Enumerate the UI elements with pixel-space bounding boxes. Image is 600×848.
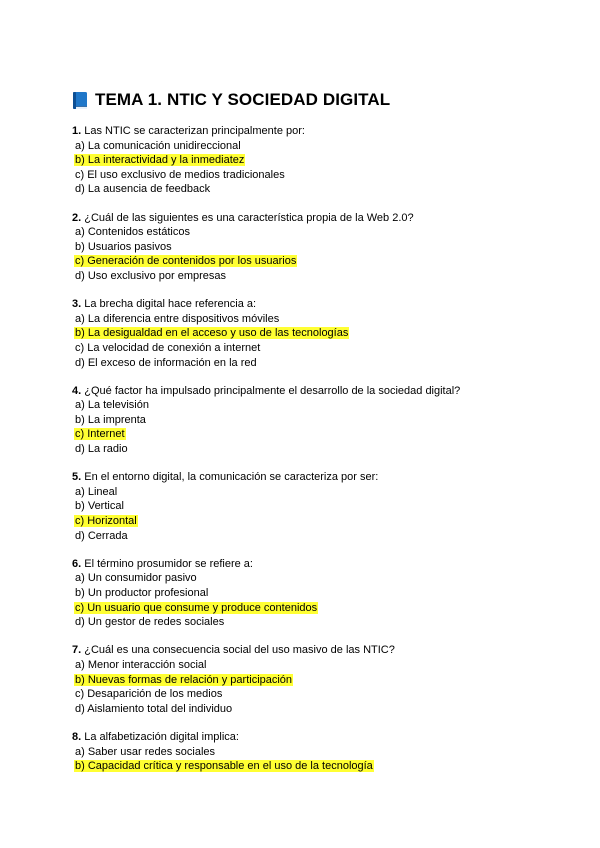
answer-option-text: c) Desaparición de los medios [75, 688, 223, 701]
question-number: 5. [72, 471, 82, 484]
answer-option-text: d) Un gestor de redes sociales [75, 616, 225, 629]
question-text: Las NTIC se caracterizan principalmente por: [84, 125, 305, 137]
answer-option-text: b) Un productor profesional [75, 587, 209, 599]
answer-option-text: a) Lineal [75, 485, 118, 498]
answer-option-correct [72, 601, 572, 616]
question-2 [72, 211, 572, 284]
question-number: 6. [72, 557, 82, 570]
answer-option-text: c) El uso exclusivo de medios tradicionales [75, 168, 285, 181]
answer-option-text: a) Contenidos estáticos [75, 226, 190, 239]
question-4 [72, 384, 572, 457]
question-8 [72, 730, 572, 774]
answer-option-text: b) La interactividad y la inmediatez [75, 154, 245, 167]
question-1 [72, 124, 572, 197]
answer-option [72, 398, 572, 413]
question-number: 2. [72, 211, 82, 224]
answer-option-correct [72, 254, 572, 269]
answer-option-text: d) Uso exclusivo por empresas [75, 269, 227, 282]
answer-option-text: c) Generación de contenidos por los usuarios [75, 255, 297, 268]
answer-option [72, 225, 572, 240]
answer-option [72, 615, 572, 630]
blue-book-icon [73, 92, 87, 109]
answer-option [72, 182, 572, 197]
question-5 [72, 470, 572, 543]
answer-option [72, 745, 572, 760]
answer-option [72, 687, 572, 702]
answer-option-text: a) Un consumidor pasivo [75, 572, 197, 585]
answer-option-text: a) Saber usar redes sociales [75, 745, 216, 758]
answer-option-text: c) Un usuario que consume y produce contenidos [75, 601, 318, 614]
question-3 [72, 297, 572, 370]
answer-option-text: d) La ausencia de feedback [75, 183, 211, 196]
question-text: ¿Cuál de las siguientes es una característica propia de la Web 2.0? [84, 211, 414, 224]
question-number: 8. [72, 730, 82, 743]
answer-option-text: a) Menor interacción social [75, 658, 207, 671]
answer-option [72, 571, 572, 586]
answer-option-text: b) Vertical [75, 500, 124, 513]
answer-option [72, 702, 572, 717]
answer-option [72, 442, 572, 457]
question-number: 4. [72, 384, 82, 397]
answer-option-text: b) Usuarios pasivos [75, 240, 172, 253]
question-number: 1. [72, 125, 82, 137]
question-text-line [72, 124, 572, 139]
answer-option-text: a) La comunicación unidireccional [75, 139, 241, 152]
answer-option-text: a) La diferencia entre dispositivos móviles [75, 312, 280, 325]
answer-option [72, 312, 572, 327]
question-text: En el entorno digital, la comunicación se caracteriza por ser: [84, 471, 379, 484]
question-text-line [72, 643, 572, 658]
question-number: 3. [72, 298, 82, 311]
question-text: La alfabetización digital implica: [84, 730, 239, 743]
answer-option-text: b) Nuevas formas de relación y participación [75, 673, 293, 686]
page-title [73, 90, 390, 110]
answer-option-text: b) Capacidad crítica y responsable en el uso de la tecnología [75, 760, 373, 773]
question-text-line [72, 384, 572, 399]
answer-option-text: b) La desigualdad en el acceso y uso de las tecnologías [75, 327, 349, 340]
answer-option-text: d) El exceso de información en la red [75, 356, 257, 369]
answer-option [72, 485, 572, 500]
question-number: 7. [72, 644, 82, 657]
question-text: ¿Cuál es una consecuencia social del uso masivo de las NTIC? [84, 644, 395, 657]
answer-option [72, 269, 572, 284]
answer-option-correct [72, 514, 572, 529]
page-title-text: TEMA 1. NTIC Y SOCIEDAD DIGITAL [95, 90, 391, 109]
question-text-line [72, 211, 572, 226]
answer-option-correct [72, 673, 572, 688]
answer-option [72, 586, 572, 601]
question-text-line [72, 297, 572, 312]
answer-option-text: c) Internet [75, 428, 125, 441]
answer-option-text: d) Cerrada [75, 529, 128, 542]
question-text: La brecha digital hace referencia a: [84, 298, 257, 311]
answer-option-correct [72, 759, 572, 774]
question-text-line [72, 730, 572, 745]
answer-option-text: c) Horizontal [75, 515, 137, 528]
question-text-line [72, 557, 572, 572]
answer-option [72, 413, 572, 428]
answer-option [72, 658, 572, 673]
quiz-list [72, 124, 572, 787]
answer-option-text: c) La velocidad de conexión a internet [75, 341, 261, 354]
answer-option-text: d) Aislamiento total del individuo [75, 702, 233, 715]
question-6 [72, 557, 572, 630]
answer-option-text: b) La imprenta [75, 413, 146, 426]
answer-option [72, 529, 572, 544]
question-text: ¿Qué factor ha impulsado principalmente el desarrollo de la sociedad digital? [84, 384, 461, 397]
answer-option-correct [72, 326, 572, 341]
answer-option [72, 139, 572, 154]
answer-option [72, 168, 572, 183]
answer-option-correct [72, 427, 572, 442]
answer-option [72, 240, 572, 255]
question-text-line [72, 470, 572, 485]
question-7 [72, 643, 572, 716]
answer-option-text: a) La televisión [75, 399, 149, 412]
question-text: El término prosumidor se refiere a: [84, 557, 253, 570]
answer-option [72, 341, 572, 356]
answer-option-correct [72, 153, 572, 168]
answer-option [72, 356, 572, 371]
answer-option [72, 499, 572, 514]
answer-option-text: d) La radio [75, 443, 128, 456]
